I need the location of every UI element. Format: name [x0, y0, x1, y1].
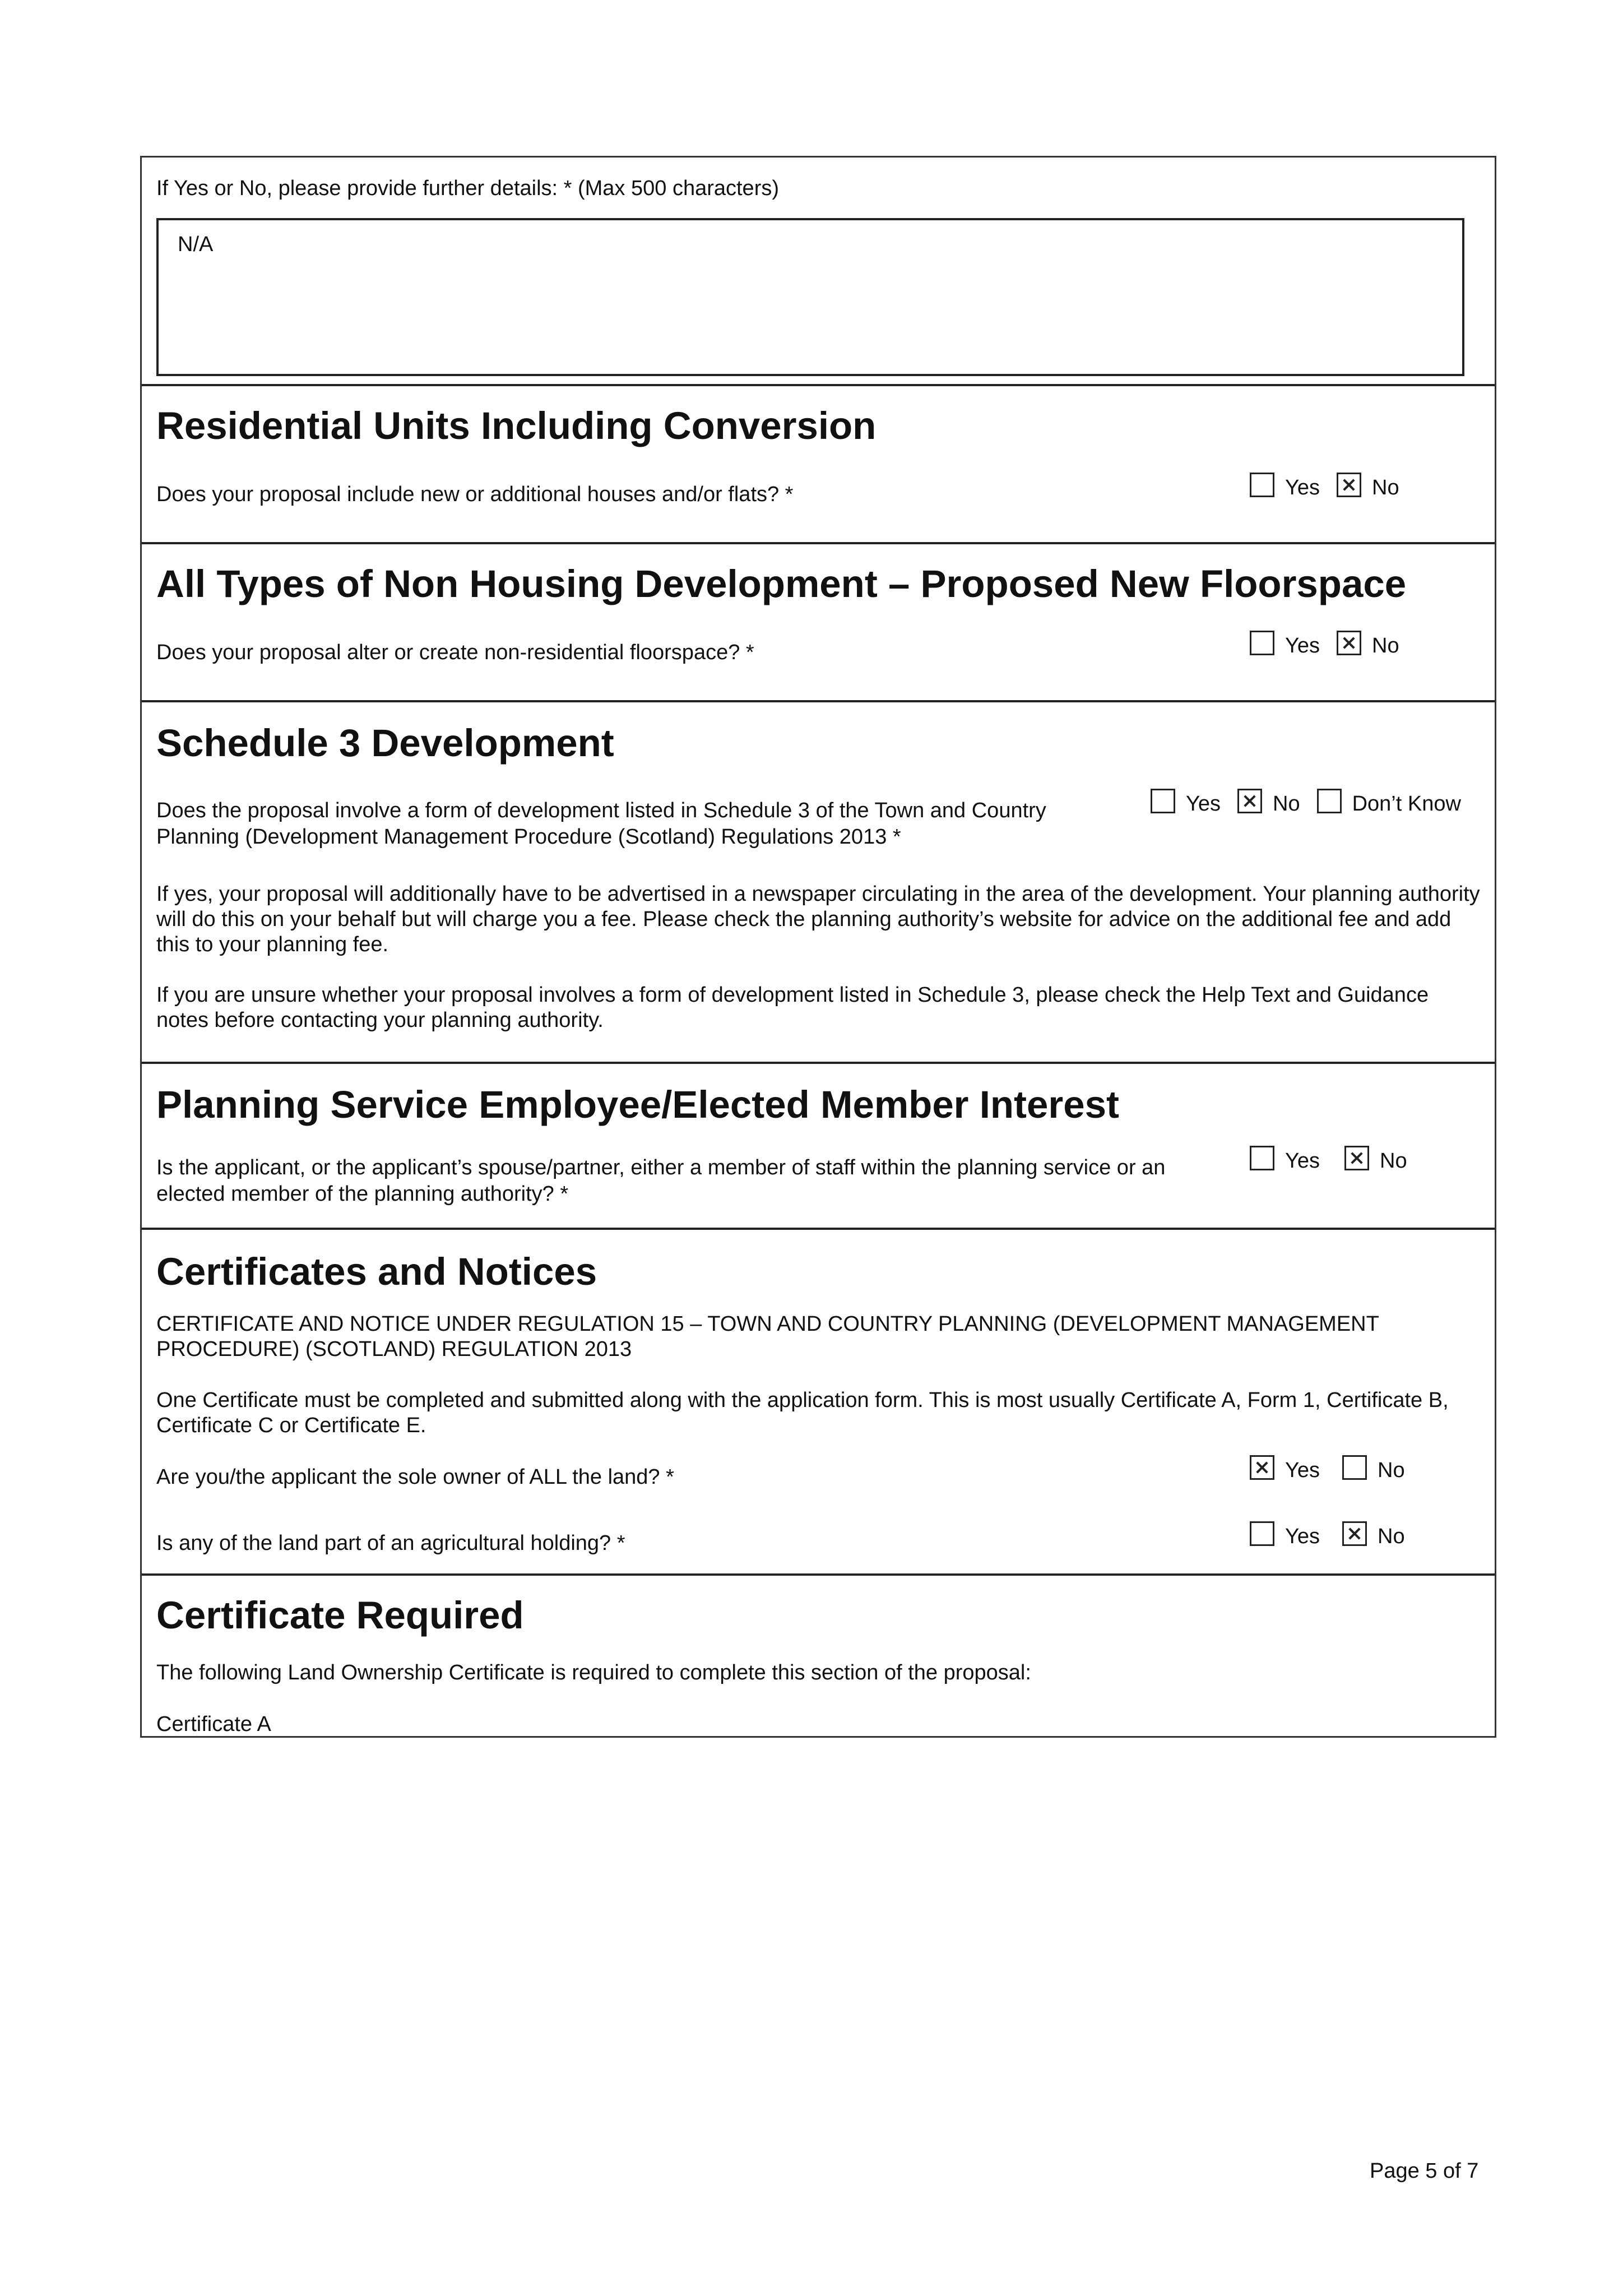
checkbox-unchecked-icon[interactable] [1317, 789, 1342, 813]
further-details-textarea[interactable] [156, 218, 1464, 376]
option-yes[interactable] [1250, 471, 1320, 498]
option-dont-know[interactable] [1317, 788, 1461, 814]
further-details-section [142, 158, 1495, 384]
certificates-heading: Certificates and Notices [156, 1250, 597, 1293]
option-label: Yes [1285, 476, 1320, 499]
option-yes[interactable] [1250, 1145, 1320, 1172]
schedule-3-options [1151, 788, 1461, 814]
checkbox-checked-icon[interactable] [1337, 473, 1361, 497]
option-no[interactable] [1237, 788, 1300, 814]
schedule-3-heading: Schedule 3 Development [156, 721, 614, 765]
option-label: No [1380, 1149, 1407, 1173]
member-interest-options [1250, 1145, 1407, 1172]
checkbox-unchecked-icon[interactable] [1250, 631, 1274, 655]
sole-owner-options [1250, 1454, 1405, 1481]
agricultural-holding-question: Is any of the land part of an agricultural holding? * [156, 1531, 625, 1555]
option-yes[interactable] [1250, 1520, 1320, 1547]
page-number: Page 5 of 7 [1370, 2159, 1479, 2183]
option-label: No [1273, 792, 1300, 816]
non-housing-section [142, 542, 1495, 700]
option-no[interactable] [1337, 471, 1399, 498]
schedule-3-paragraph-guidance: If you are unsure whether your proposal involves a form of development listed in Schedule 3, please check the Help Text and Guidance notes before contacting your planning authority. [156, 983, 1429, 1032]
member-interest-heading: Planning Service Employee/Elected Member Interest [156, 1083, 1119, 1126]
certificates-section [142, 1228, 1495, 1573]
residential-units-section [142, 384, 1495, 542]
option-label: Yes [1285, 1149, 1320, 1173]
checkbox-checked-icon[interactable] [1342, 1521, 1367, 1546]
option-label: Yes [1186, 792, 1221, 816]
checkbox-unchecked-icon[interactable] [1250, 1146, 1274, 1170]
residential-units-question: Does your proposal include new or additional houses and/or flats? * [156, 483, 794, 506]
member-interest-section [142, 1062, 1495, 1228]
non-housing-question: Does your proposal alter or create non-residential floorspace? * [156, 641, 754, 664]
option-no[interactable] [1342, 1520, 1405, 1547]
checkbox-checked-icon[interactable] [1250, 1455, 1274, 1480]
checkbox-checked-icon[interactable] [1237, 789, 1262, 813]
option-label: No [1372, 634, 1399, 658]
option-label: Yes [1285, 634, 1320, 658]
agricultural-holding-options [1250, 1520, 1405, 1547]
schedule-3-section [142, 700, 1495, 1062]
sole-owner-question: Are you/the applicant the sole owner of ALL the land? * [156, 1465, 674, 1489]
residential-units-options [1250, 471, 1399, 498]
checkbox-unchecked-icon[interactable] [1250, 1521, 1274, 1546]
member-interest-question: Is the applicant, or the applicant’s spouse/partner, either a member of staff within the planning service or an elected member of the planning authority? * [156, 1156, 1166, 1206]
certificates-intro: One Certificate must be completed and submitted along with the application form. This is most usually Certificate A, Form 1, Certificate B, Certificate C or Certificate E. [156, 1388, 1449, 1437]
option-label: No [1372, 476, 1399, 499]
checkbox-unchecked-icon[interactable] [1151, 789, 1175, 813]
checkbox-unchecked-icon[interactable] [1250, 473, 1274, 497]
certificate-required-value: Certificate A [156, 1712, 271, 1736]
checkbox-checked-icon[interactable] [1344, 1146, 1369, 1170]
certificate-required-heading: Certificate Required [156, 1594, 524, 1637]
option-label: Yes [1285, 1459, 1320, 1482]
option-label: No [1378, 1459, 1405, 1482]
non-housing-options [1250, 629, 1399, 656]
option-no[interactable] [1342, 1454, 1405, 1481]
schedule-3-paragraph-advertising: If yes, your proposal will additionally have to be advertised in a newspaper circulating in the area of the development. Your planning authority will do this on your behalf but will charge you a fee. Please check the planning authority’s website for advice on the additional fee and add this to your planning fee. [156, 882, 1480, 956]
checkbox-unchecked-icon[interactable] [1342, 1455, 1367, 1480]
residential-units-heading: Residential Units Including Conversion [156, 404, 877, 447]
further-details-value: N/A [178, 233, 214, 256]
certificate-required-section [142, 1573, 1495, 1736]
option-label: No [1378, 1525, 1405, 1548]
option-yes[interactable] [1151, 788, 1221, 814]
application-form [140, 156, 1496, 1738]
checkbox-checked-icon[interactable] [1337, 631, 1361, 655]
option-yes[interactable] [1250, 629, 1320, 656]
option-no[interactable] [1337, 629, 1399, 656]
option-yes[interactable] [1250, 1454, 1320, 1481]
option-label: Yes [1285, 1525, 1320, 1548]
non-housing-heading: All Types of Non Housing Development – Proposed New Floorspace [156, 562, 1407, 605]
certificate-required-text: The following Land Ownership Certificate is required to complete this section of the proposal: [156, 1661, 1031, 1684]
further-details-label: If Yes or No, please provide further details: * (Max 500 characters) [156, 177, 779, 200]
schedule-3-question: Does the proposal involve a form of development listed in Schedule 3 of the Town and Country Planning (Development Management Procedure (Scotland) Regulations 2013 * [156, 799, 1046, 849]
certificates-regulation: CERTIFICATE AND NOTICE UNDER REGULATION 15 – TOWN AND COUNTRY PLANNING (DEVELOPMENT MANAGEMENT PROCEDURE) (SCOTLAND) REGULATION 2013 [156, 1312, 1379, 1361]
option-no[interactable] [1344, 1145, 1407, 1172]
option-label: Don’t Know [1352, 792, 1461, 816]
